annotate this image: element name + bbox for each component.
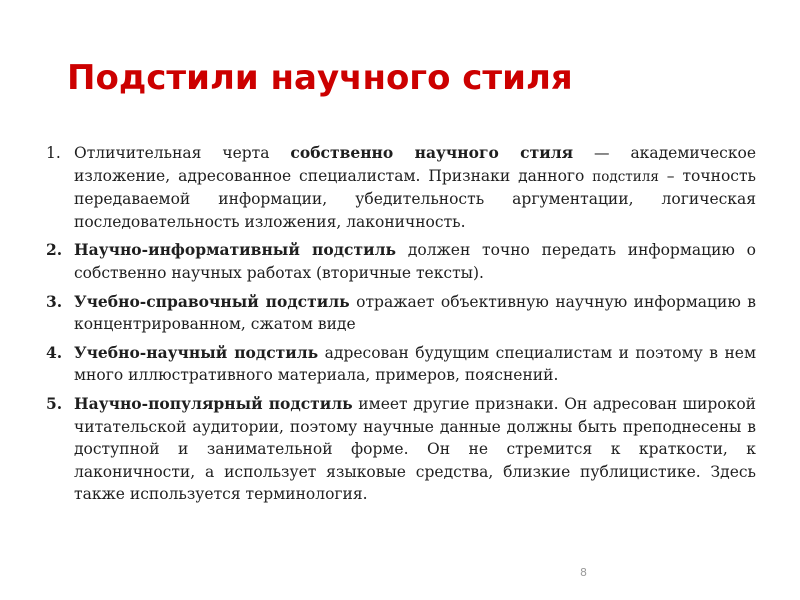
item-text: должен точно передать информацию о собственно научных работах (вторичные тексты). <box>74 241 756 282</box>
item-text-small: подстиля <box>592 168 659 185</box>
item-text: – точность передаваемой информации, убедительность аргументации, логическая последовательность изложения, лаконичность. <box>74 166 756 231</box>
page-number: 8 <box>580 566 587 579</box>
item-term: собственно научного стиля <box>290 143 574 162</box>
item-term: Учебно-научный подстиль <box>74 342 319 362</box>
item-term: Научно-популярный подстиль <box>74 393 353 413</box>
list-item <box>38 142 756 233</box>
list-item <box>38 393 756 506</box>
item-number: 2. <box>46 240 63 260</box>
substyles-list <box>38 142 756 512</box>
slide-title: Подстили научного стиля <box>67 58 573 98</box>
item-text: отражает объективную научную информацию в концентрированном, сжатом виде <box>74 292 756 334</box>
list-item <box>38 291 756 336</box>
item-term: Научно-информативный подстиль <box>74 240 397 260</box>
item-number: 4. <box>46 342 63 362</box>
list-item <box>38 239 756 284</box>
list-item <box>38 342 756 387</box>
item-number: 3. <box>46 291 63 311</box>
item-text: — академическое изложение, адресованное специалистам. Признаки данного <box>74 144 757 185</box>
item-number: 1. <box>46 144 61 162</box>
item-text: имеет другие признаки. Он адресован широкой читательской аудитории, поэтому научные данные должны быть преподнесены в доступной и занимательной форме. Он не стремится к краткости, к лаконичности, а использует языковые средства, близкие публицистике. Здесь также используется терминология. <box>74 394 756 504</box>
item-text: Отличительная черта <box>74 144 291 162</box>
item-term: Учебно-справочный подстиль <box>74 291 350 311</box>
item-number: 5. <box>46 393 63 413</box>
item-text: адресован будущим специалистам и поэтому в нем много иллюстративного материала, примеров, пояснений. <box>74 343 756 385</box>
